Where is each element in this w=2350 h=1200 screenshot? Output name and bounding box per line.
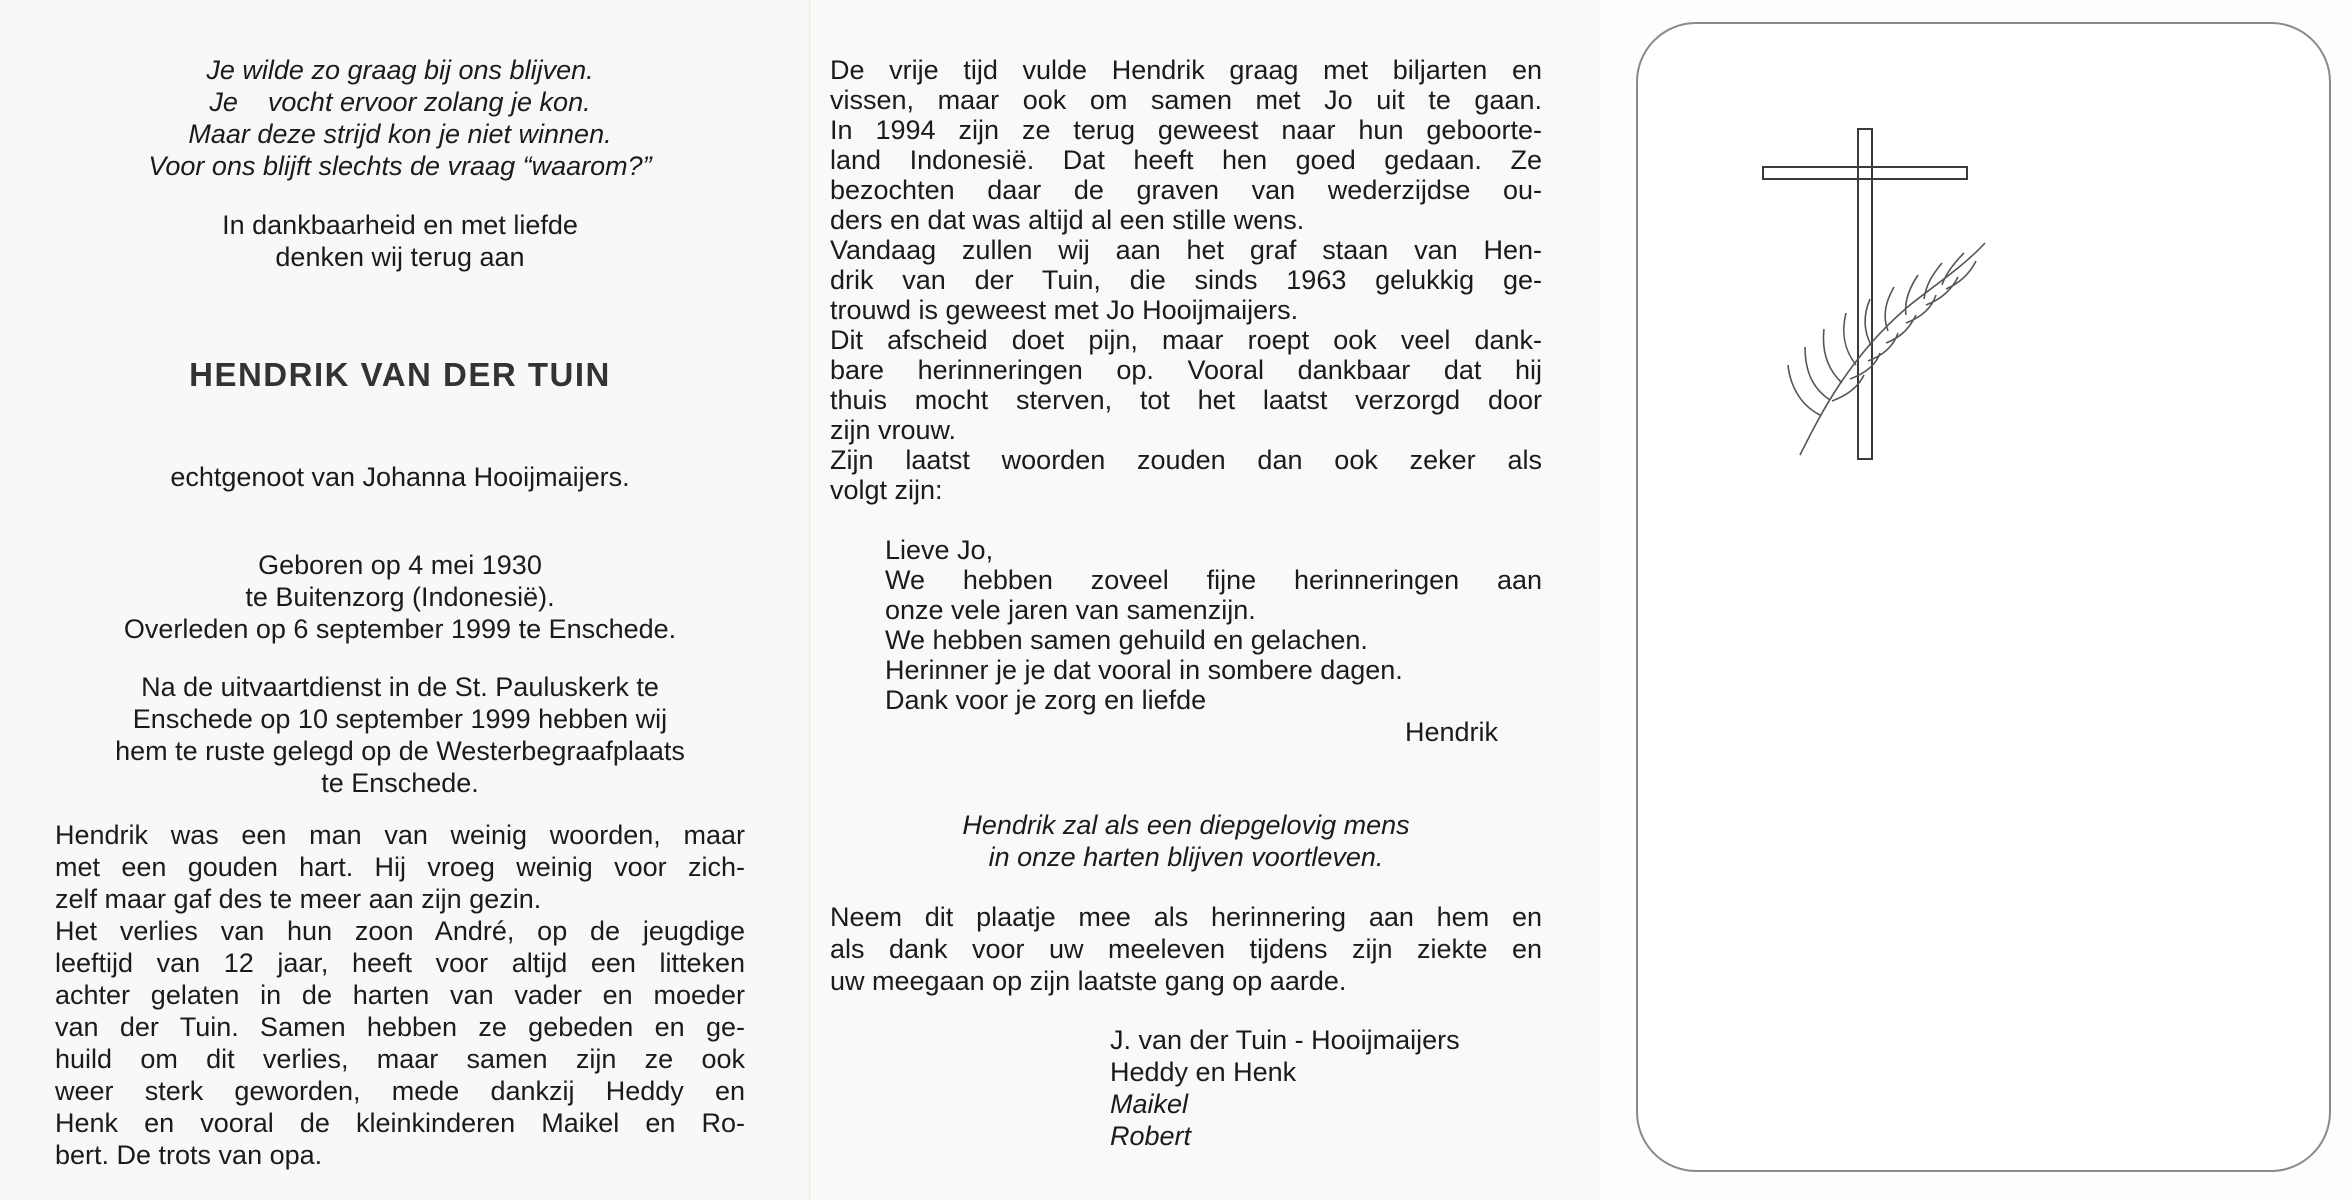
para-line: trouwd is geweest met Jo Hooijmaijers. — [830, 295, 1299, 325]
para-line: Dit afscheid doet pijn, maar roept ook veel dank- — [830, 325, 1542, 355]
family-line: Heddy en Henk — [1110, 1057, 1297, 1087]
poem-line: Maar deze strijd kon je niet winnen. — [188, 119, 612, 149]
bio-line: achter gelaten in de harten van vader en moeder — [55, 980, 745, 1010]
letter-signature: Hendrik — [1405, 717, 1499, 747]
letter-line: We hebben samen gehuild en gelachen. — [885, 625, 1368, 655]
quote-line: Hendrik zal als een diepgelovig mens — [962, 810, 1410, 840]
burial-line: hem te ruste gelegd op de Westerbegraafplaats — [115, 736, 685, 766]
para-line: Zijn laatst woorden zouden dan ook zeker als — [830, 445, 1542, 475]
bio-line: Henk en vooral de kleinkinderen Maikel en Ro- — [55, 1108, 745, 1138]
poem-line: Voor ons blijft slechts de vraag “waarom?” — [148, 151, 652, 181]
bio-line: leeftijd van 12 jaar, heeft voor altijd een litteken — [55, 948, 745, 978]
spouse-line: echtgenoot van Johanna Hooijmaijers. — [170, 462, 630, 492]
letter-line: We hebben zoveel fijne herinneringen aan — [885, 565, 1542, 595]
closing-line: Neem dit plaatje mee als herinnering aan hem en — [830, 902, 1542, 932]
birth-line: te Buitenzorg (Indonesië). — [245, 582, 555, 612]
letter-line: onze vele jaren van samenzijn. — [885, 595, 1256, 625]
deceased-name: HENDRIK VAN DER TUIN — [189, 356, 611, 393]
closing-line: uw meegaan op zijn laatste gang op aarde. — [830, 966, 1347, 996]
family-line: J. van der Tuin - Hooijmaijers — [1110, 1025, 1460, 1055]
para-line: drik van der Tuin, die sinds 1963 gelukkig ge- — [830, 265, 1542, 295]
para-line: zijn vrouw. — [830, 415, 957, 445]
bio-line: met een gouden hart. Hij vroeg weinig voor zich- — [55, 852, 745, 882]
bio-line: Het verlies van hun zoon André, op de jeugdige — [55, 916, 745, 946]
bio-line: van der Tuin. Samen hebben ze gebeden en ge- — [55, 1012, 745, 1042]
para-line: In 1994 zijn ze terug geweest naar hun geboorte- — [830, 115, 1542, 145]
bio-line: weer sterk geworden, mede dankzij Heddy en — [55, 1076, 745, 1106]
poem-line: Je wilde zo graag bij ons blijven. — [206, 55, 594, 85]
letter-line: Lieve Jo, — [885, 535, 994, 565]
cross-with-palm-branch-icon — [1760, 125, 2000, 465]
bio-line: Hendrik was een man van weinig woorden, maar — [55, 820, 745, 850]
para-line: bezochten daar de graven van wederzijdse ou- — [830, 175, 1542, 205]
poem-line: Je vocht ervoor zolang je kon. — [209, 87, 591, 117]
middle-page — [810, 0, 1600, 1200]
burial-line: Enschede op 10 september 1999 hebben wij — [132, 704, 668, 734]
para-line: volgt zijn: — [830, 475, 943, 505]
para-line: ders en dat was altijd al een stille wens. — [830, 205, 1305, 235]
birth-line: Geboren op 4 mei 1930 — [258, 550, 542, 580]
bio-line: zelf maar gaf des te meer aan zijn gezin. — [55, 884, 542, 914]
para-line: bare herinneringen op. Vooral dankbaar dat hij — [830, 355, 1542, 385]
bio-line: bert. De trots van opa. — [55, 1140, 323, 1170]
para-line: Vandaag zullen wij aan het graf staan van Hen- — [830, 235, 1542, 265]
para-line: De vrije tijd vulde Hendrik graag met biljarten en — [830, 55, 1542, 85]
burial-line: te Enschede. — [321, 768, 479, 798]
intro-line: denken wij terug aan — [275, 242, 525, 272]
left-page — [0, 0, 810, 1200]
para-line: thuis mocht sterven, tot het laatst verzorgd door — [830, 385, 1542, 415]
intro-line: In dankbaarheid en met liefde — [222, 210, 578, 240]
letter-line: Herinner je je dat vooral in sombere dagen. — [885, 655, 1403, 685]
letter-line: Dank voor je zorg en liefde — [885, 685, 1207, 715]
birth-line: Overleden op 6 september 1999 te Enschede. — [123, 614, 677, 644]
family-line: Maikel — [1110, 1089, 1189, 1119]
para-line: vissen, maar ook om samen met Jo uit te gaan. — [830, 85, 1542, 115]
quote-line: in onze harten blijven voortleven. — [988, 842, 1384, 872]
family-line: Robert — [1110, 1121, 1192, 1151]
para-line: land Indonesië. Dat heeft hen goed gedaan. Ze — [830, 145, 1542, 175]
closing-line: als dank voor uw meeleven tijdens zijn ziekte en — [830, 934, 1542, 964]
burial-line: Na de uitvaartdienst in de St. Pauluskerk te — [141, 672, 659, 702]
bio-line: huild om dit verlies, maar samen zijn ze ook — [55, 1044, 745, 1074]
